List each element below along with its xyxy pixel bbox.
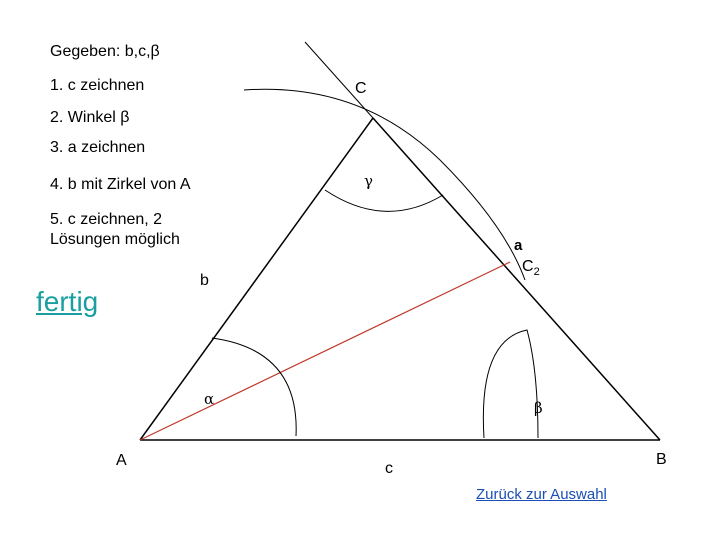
point-c2-index: 2 — [533, 266, 540, 279]
step-1-text: 1. c zeichnen — [50, 77, 145, 94]
point-c2-letter: C — [522, 258, 534, 275]
gamma-label: γ — [364, 172, 373, 190]
point-c2-label — [522, 258, 540, 281]
point-c-label: C — [355, 80, 367, 97]
angle-arc-gamma — [325, 190, 443, 211]
step-5-text: 5. c zeichnen, 2 Lösungen möglich — [50, 211, 180, 248]
angle-arc-beta — [483, 330, 538, 438]
side-c-label: c — [385, 460, 393, 477]
back-to-selection-link[interactable]: Zurück zur Auswahl — [476, 486, 607, 503]
alpha-label: α — [204, 390, 215, 408]
beta-label: β — [534, 399, 543, 417]
point-a-label: A — [116, 452, 127, 469]
side-b-line — [140, 118, 373, 440]
given-text: Gegeben: b,c,β — [50, 43, 160, 60]
compass-arc-b — [244, 89, 525, 280]
side-b-label: b — [200, 272, 209, 289]
fertig-link[interactable]: fertig — [36, 286, 99, 317]
side-a-line — [373, 118, 660, 440]
solution-2-line — [140, 262, 510, 440]
step-2-text: 2. Winkel β — [50, 109, 130, 126]
step-3-text: 3. a zeichnen — [50, 139, 146, 156]
step-4-text: 4. b mit Zirkel von A — [50, 176, 191, 193]
angle-arc-alpha — [212, 338, 296, 436]
point-b-label: B — [656, 451, 667, 468]
side-a-label: a — [514, 237, 523, 254]
